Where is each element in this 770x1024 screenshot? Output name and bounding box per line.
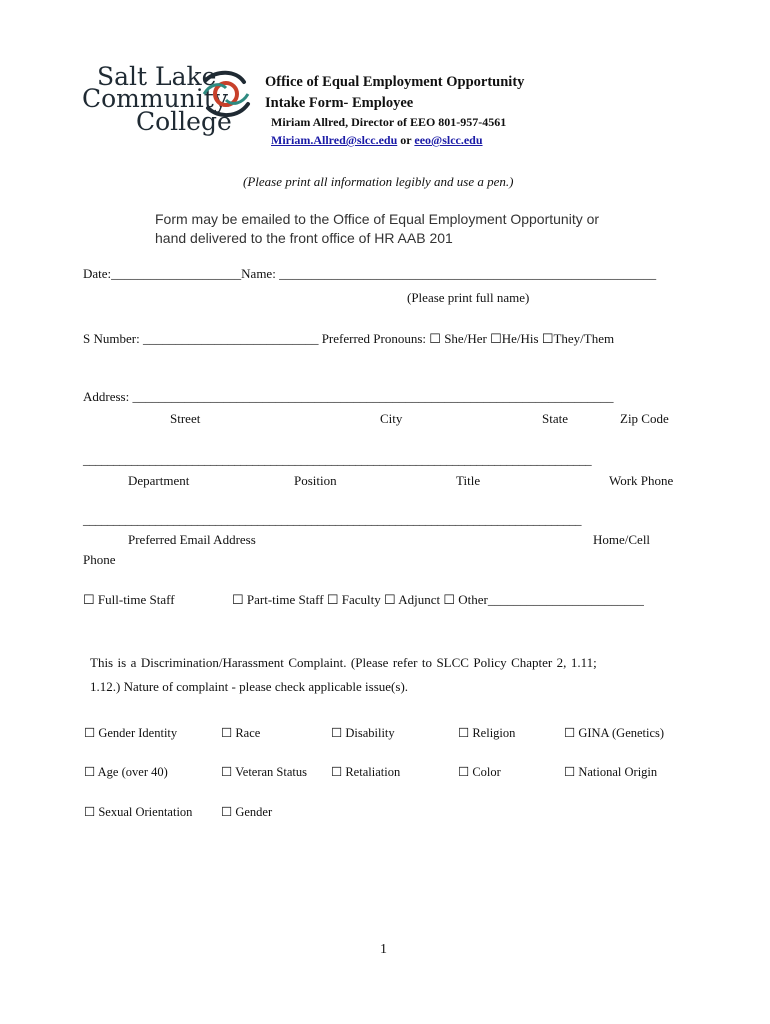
position-caption: Position: [294, 473, 337, 488]
home-cell-caption: Home/Cell: [593, 532, 651, 547]
issue-checkbox[interactable]: ☐: [458, 726, 470, 740]
city-caption: City: [380, 411, 403, 426]
adjunct-label: Adjunct: [398, 592, 441, 607]
employment-options-row: [232, 592, 644, 608]
title-caption: Title: [456, 473, 481, 488]
delivery-instructions-line2: hand delivered to the front office of HR AAB 201: [155, 230, 453, 246]
issue-checkbox[interactable]: ☐: [458, 765, 470, 779]
issue-disability: [331, 725, 395, 741]
issue-checkbox[interactable]: ☐: [564, 765, 576, 779]
complaint-statement-line1: This is a Discrimination/Harassment Complaint. (Please refer to SLCC Policy Chapter 2, 1.11;: [90, 655, 597, 670]
pronouns-label: Preferred Pronouns:: [321, 331, 427, 346]
preferred-email-caption: Preferred Email Address: [128, 532, 256, 547]
parttime-label: Part-time Staff: [246, 592, 324, 607]
fulltime-option: [83, 592, 175, 608]
issue-age: [84, 764, 168, 780]
other-field[interactable]: ________________________: [487, 592, 644, 607]
phone-caption: Phone: [83, 552, 116, 567]
issue-checkbox[interactable]: ☐: [84, 805, 96, 819]
issue-label: Veteran Status: [235, 765, 307, 779]
issue-label: Color: [472, 765, 501, 779]
fulltime-checkbox[interactable]: ☐: [83, 592, 95, 607]
issue-label: Race: [235, 726, 261, 740]
adjunct-checkbox[interactable]: ☐: [383, 592, 396, 607]
zip-caption: Zip Code: [620, 411, 669, 426]
name-field[interactable]: __________________________________________________________: [279, 266, 657, 281]
delivery-instructions-line1: Form may be emailed to the Office of Equal Employment Opportunity or: [155, 211, 600, 227]
issue-checkbox[interactable]: ☐: [221, 765, 233, 779]
issue-checkbox[interactable]: ☐: [564, 726, 576, 740]
issue-label: National Origin: [578, 765, 658, 779]
faculty-label: Faculty: [341, 592, 381, 607]
address-field[interactable]: __________________________________________________________________________: [132, 389, 614, 404]
name-hint: (Please print full name): [407, 290, 530, 305]
contact-info-field[interactable]: ___________________________________________________________________________________: [83, 512, 581, 527]
director-email-link[interactable]: Miriam.Allred@slcc.edu: [271, 133, 398, 147]
snumber-label: S Number:: [83, 331, 140, 346]
logo-line-community: Community: [82, 84, 228, 113]
pronoun-she-checkbox[interactable]: ☐: [429, 331, 441, 346]
issue-national-origin: [564, 764, 657, 780]
issue-sexual-orientation: [84, 804, 192, 820]
date-name-row: [83, 266, 656, 282]
issue-label: Retaliation: [345, 765, 401, 779]
page-number: 1: [380, 942, 387, 957]
issue-label: GINA (Genetics): [578, 726, 665, 740]
employment-info-field[interactable]: ____________________________________________________________________________________: [83, 452, 592, 467]
logo-line-college: College: [136, 107, 232, 136]
logo-swirl-icon: [196, 68, 256, 120]
issue-gina: [564, 725, 664, 741]
issue-label: Sexual Orientation: [98, 805, 193, 819]
work-phone-caption: Work Phone: [609, 473, 674, 488]
director-info: Miriam Allred, Director of EEO 801-957-4561: [271, 115, 507, 129]
issue-veteran-status: [221, 764, 307, 780]
state-caption: State: [542, 411, 568, 426]
pronoun-they-label: They/Them: [553, 331, 615, 346]
issue-gender-identity: [84, 725, 177, 741]
issue-label: Gender Identity: [98, 726, 178, 740]
issue-religion: [458, 725, 515, 741]
form-title: Intake Form- Employee: [265, 95, 414, 111]
street-caption: Street: [170, 411, 201, 426]
name-label: Name:: [241, 266, 276, 281]
issue-label: Disability: [345, 726, 395, 740]
date-field[interactable]: ____________________: [111, 266, 242, 281]
office-title: Office of Equal Employment Opportunity: [265, 74, 525, 90]
issue-checkbox[interactable]: ☐: [221, 805, 233, 819]
pronoun-he-label: He/His: [501, 331, 539, 346]
fulltime-label: Full-time Staff: [97, 592, 175, 607]
issue-gender: [221, 804, 272, 820]
issue-checkbox[interactable]: ☐: [84, 726, 96, 740]
email-or: or: [400, 133, 412, 147]
department-caption: Department: [128, 473, 190, 488]
date-label: Date:: [83, 266, 112, 281]
snumber-pronouns-row: [83, 331, 614, 347]
issue-checkbox[interactable]: ☐: [331, 765, 343, 779]
pronoun-they-checkbox[interactable]: ☐: [541, 331, 554, 346]
logo-line-salt-lake: Salt Lake: [97, 62, 217, 91]
pronoun-he-checkbox[interactable]: ☐: [490, 331, 502, 346]
issue-checkbox[interactable]: ☐: [84, 765, 96, 779]
issue-color: [458, 764, 501, 780]
snumber-field[interactable]: ___________________________: [142, 331, 319, 346]
parttime-checkbox[interactable]: ☐: [232, 592, 244, 607]
complaint-statement-line2: 1.12.) Nature of complaint - please check applicable issue(s).: [90, 679, 409, 694]
address-row: [83, 389, 613, 405]
issue-label: Religion: [472, 726, 516, 740]
issue-checkbox[interactable]: ☐: [221, 726, 233, 740]
eeo-email-link[interactable]: eeo@slcc.edu: [414, 133, 483, 147]
address-label: Address:: [83, 389, 130, 404]
issue-retaliation: [331, 764, 400, 780]
other-label: Other: [458, 592, 488, 607]
other-checkbox[interactable]: ☐: [443, 592, 455, 607]
issue-checkbox[interactable]: ☐: [331, 726, 343, 740]
email-line: [271, 133, 483, 148]
issue-label: Gender: [235, 805, 273, 819]
issue-label: Age (over 40): [97, 765, 168, 779]
print-instructions: (Please print all information legibly and use a pen.): [243, 174, 514, 189]
issue-race: [221, 725, 260, 741]
pronoun-she-label: She/Her: [444, 331, 487, 346]
faculty-checkbox[interactable]: ☐: [326, 592, 339, 607]
